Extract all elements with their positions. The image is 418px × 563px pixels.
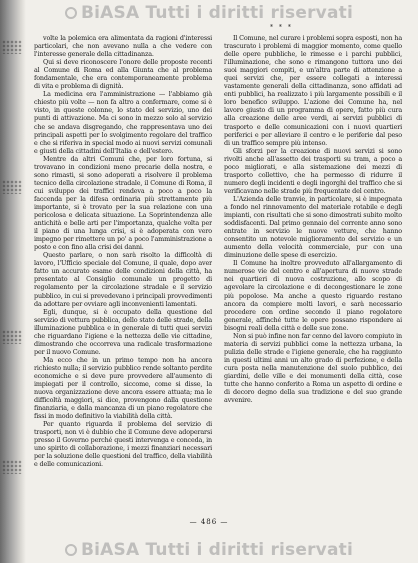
paragraph: Egli, dunque, si è occupato della questione del servizio di vettura pubblica, dello stato delle strade, della illuminazione pubblica e in generale di tutti quei servizi che riguardano l'igiene e la nettezza delle vie cittadine, dimostrando che occorreva una radicale trasformazione per il nuovo Comune. bbox=[34, 307, 212, 356]
paragraph: Non si può infine non far cenno del lavoro compiuto in materia di servizi pubblici come la nettezza urbana, la pulizia delle strade e l'igiene generale, che ha raggiunto in questi ultimi anni un alto grado di perfezione, e della cura posta nella manutenzione del suolo pubblico, dei giardini, delle ville e dei monumenti della città, cose tutte che hanno conferito a Roma un aspetto di ordine e di decoro degno della sua tradizione e del suo grande avvenire. bbox=[224, 331, 402, 405]
watermark-bottom bbox=[0, 540, 418, 560]
watermark-top bbox=[0, 3, 418, 23]
right-column bbox=[224, 34, 402, 508]
scan-speckle bbox=[2, 330, 22, 344]
scan-speckle bbox=[2, 40, 22, 54]
copyright-icon bbox=[65, 544, 77, 556]
paragraph: Mentre da altri Comuni che, per loro fortuna, si trovavano in condizioni meno precarie della nostra, e sono rimasti, si sono adoperati a risolvere il problema tecnico della circolazione stradale, il Comune di Roma, il cui sviluppo dei traffici rendeva a poco a poco la faccenda per la difesa ordinaria più strettamente più importante, si è trovato per la sua relazione con una pericolosa e delicata situazione. La Soprintendenza alle antichità e belle arti per l'importanza, qualche volta per il piano di una lunga crisi, si è adoperata con vero impegno per rimettere un po' a poco l'amministrazione a posto e con fino alla crisi dei danni. bbox=[34, 154, 212, 252]
left-column bbox=[34, 34, 212, 508]
watermark-text: BiASA Tutti i diritti riservati bbox=[81, 540, 353, 560]
binding-shadow bbox=[0, 0, 26, 563]
scan-speckle bbox=[2, 460, 22, 474]
paragraph: Gli sforzi per la creazione di nuovi servizi si sono rivolti anche all'assetto dei trasporti su tram, a poco a poco migliorati, e alla sistemazione dei mezzi di trasporto collettivo, che ha permesso di ridurre il numero degli incidenti e degli ingorghi del traffico che si verificavano nelle strade più frequentate del centro. bbox=[224, 146, 402, 195]
scan-speckle bbox=[2, 180, 22, 194]
paragraph: Ma ecco che in un primo tempo non ha ancora richiesto nulla; il servizio pubblico rende soltanto perdite economiche e si deve pure provvedere all'aumento di impiegati per il controllo, siccome, come si disse, la nuova organizzazione deve ancora essere attuata; ma le difficoltà maggiori, si dice, provengono dalla questione finanziaria, e dalla mancanza di un piano regolatore che fissi in modo definitivo la viabilità della città. bbox=[34, 355, 212, 421]
paragraph: volte la polemica era alimentata da ragioni d'interessi particolari, che non avevano nulla a che vedere con l'interesse generale della cittadinanza. bbox=[34, 34, 212, 59]
paragraph: La medicina era l'amministrazione — l'abbiamo già chiesto più volte — non fa altro a confermare, come si è visto, in queste colonne, lo stato del servizio, uno dei punti di attivazione. Ma ci sono in mezzo solo al servizio che se andava disgregando, che rappresentava uno dei principali aspetti per lo svolgimento regolare del traffico e che si riferiva in special modo ai nuovi servizi comunali e giusti della cittadini dell'Italia e dell'estero. bbox=[34, 90, 212, 155]
section-ornament: * * * bbox=[270, 24, 293, 31]
page-number: — 486 — bbox=[189, 518, 229, 526]
paragraph: Qui si deve riconoscere l'onore delle proposte recenti al Comune di Roma ed alla Giunta che al problema fondamentale, che era contemporaneamente problema di vita e problema di dignità. bbox=[34, 58, 212, 91]
paragraph: L'Azienda delle tranvie, in particolare, si è impegnata a fondo nel rinnovamento del materiale rotabile e degli impianti, con risultati che si sono dimostrati subito molto soddisfacenti. Dal primo gennaio del corrente anno sono entrate in servizio le nuove vetture, che hanno consentito un notevole miglioramento del servizio e un aumento della velocità commerciale, pur con una diminuzione delle spese di esercizio. bbox=[224, 194, 402, 260]
paragraph: Per quanto riguarda il problema del servizio di trasporti, non vi è dubbio che il Comune deve adoperarsi presso il Governo perché questi intervenga e conceda, in uno spirito di collaborazione, i mezzi finanziari necessari per la soluzione delle questioni del traffico, della viabilità e delle comunicazioni. bbox=[34, 420, 212, 469]
paragraph: Il Comune, nel curare i problemi sopra esposti, non ha trascurato i problemi di maggior momento, come quello delle opere pubbliche, le rimesse e i parchi pubblici, l'illuminazione, che sono e rimangono tuttora uno dei suoi maggiori compiti, e un'altra parte di attenzione a quei servizi che, per essere collegati a interessi vastamente generali della cittadinanza, sono affidati ad enti pubblici, ha realizzato i più largamente possibili e il loro benefico sviluppo. L'azione dei Comune ha, nel lavoro giusto di un programma di opere, fatto più cura alla creazione delle aree verdi, ai servizi pubblici di trasporto e delle comunicazioni con i nuovi quartieri periferici e per alleviare il centro e le periferie dal peso di un traffico sempre più intenso. bbox=[224, 34, 402, 147]
paragraph: Questo parlare, o non sarà risolto la difficoltà di lavoro, l'Ufficio speciale del Comune, il quale, dopo aver fatto un accurato esame delle condizioni della città, ha presentato al Consiglio comunale un progetto di regolamento per la circolazione stradale e il servizio pubblico, in cui si prevedevano i principali provvedimenti da adottare per ovviare agli inconvenienti lamentati. bbox=[34, 251, 212, 308]
copyright-icon bbox=[65, 7, 77, 19]
watermark-text: BiASA Tutti i diritti riservati bbox=[81, 3, 353, 23]
paragraph: Il Comune ha inoltre provveduto all'allargamento di numerose vie del centro e all'apertura di nuove strade nei quartieri di nuova costruzione, allo scopo di agevolare la circolazione e di decongestionare le zone più popolose. Ma anche a questo riguardo restano ancora da compiere molti lavori, e sarà necessario procedere con ordine secondo il piano regolatore generale, affinché tutte le opere possano rispondere ai bisogni reali della città e delle sue zone. bbox=[224, 259, 402, 332]
